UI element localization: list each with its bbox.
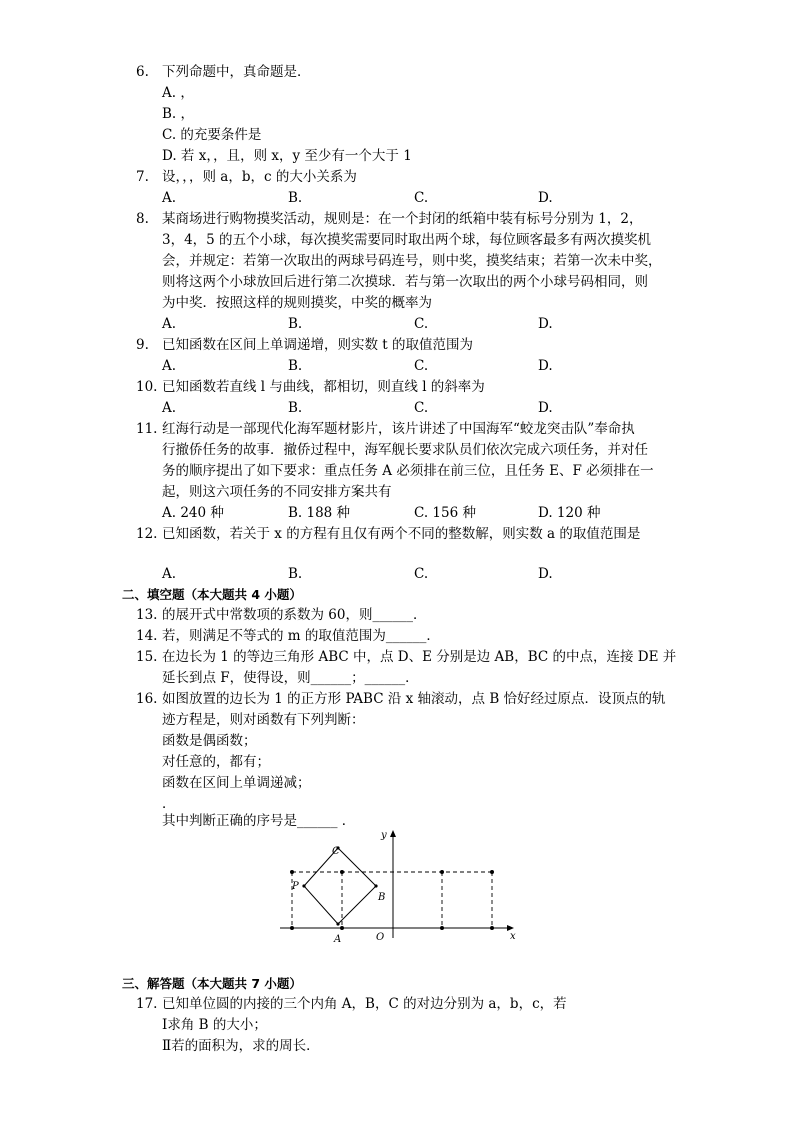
judgement-item: ． — [162, 796, 176, 812]
question-text: 会，并规定：若第一次取出的两球号码连号，则中奖，摸奖结束；若第一次未中奖， — [162, 253, 662, 269]
option-d[interactable]: D. 若 x，，且，则 x，y 至少有一个大于 1 — [162, 148, 412, 164]
question-text: 迹方程是，则对函数有下列判断： — [162, 712, 365, 728]
option-a[interactable]: A. — [162, 358, 177, 374]
option-d[interactable]: D. — [538, 400, 553, 416]
judgement-item: 函数在区间上单调递减； — [162, 775, 311, 791]
question-text: 下列命题中，真命题是． — [162, 64, 311, 80]
option-d[interactable]: D. — [538, 566, 553, 582]
question-text: 行撤侨任务的故事．撤侨过程中，海军舰长要求队员们依次完成六项任务，并对任 — [162, 442, 648, 458]
sub-question: Ⅰ求角 B 的大小； — [162, 1017, 267, 1033]
option-a[interactable]: A. — [162, 400, 177, 416]
question-number: 6. — [136, 64, 149, 80]
option-c[interactable]: C. 156 种 — [414, 505, 476, 521]
section-heading: 二、填空题（本大题共 4 小题） — [122, 587, 302, 602]
option-d[interactable]: D. — [538, 358, 553, 374]
sub-question: Ⅱ若的面积为，求的周长． — [162, 1038, 320, 1054]
option-c[interactable]: C. — [414, 400, 429, 416]
x-axis-label: x — [510, 931, 516, 942]
point-b-label: B — [378, 892, 386, 903]
origin-label: O — [376, 932, 385, 943]
question-number: 12. — [136, 526, 158, 542]
question-text: 某商场进行购物摸奖活动，规则是：在一个封闭的纸箱中装有标号分别为 1，2， — [162, 211, 643, 227]
option-c[interactable]: C. — [414, 566, 429, 582]
question-text: 的展开式中常数项的系数为 60，则______． — [162, 607, 427, 623]
question-text: 3，4，5 的五个小球，每次摸奖需要同时取出两个球，每位顾客最多有两次摸奖机 — [162, 232, 652, 248]
question-number: 10. — [136, 379, 158, 395]
option-b[interactable]: B. — [288, 190, 303, 206]
point-p-label: P — [292, 881, 299, 892]
question-number: 9. — [136, 337, 149, 353]
question-text: 务的顺序提出了如下要求：重点任务 A 必须排在前三位，且任务 E、F 必须排在一 — [162, 463, 654, 479]
question-text: 已知函数，若关于 x 的方程有且仅有两个不同的整数解，则实数 a 的取值范围是 — [162, 526, 641, 542]
judgement-item: 对任意的，都有； — [162, 754, 270, 770]
question-number: 7. — [136, 169, 149, 185]
option-b[interactable]: B. 188 种 — [288, 505, 351, 521]
y-axis-label: y — [381, 830, 387, 841]
option-d[interactable]: D. — [538, 316, 553, 332]
option-c[interactable]: C. — [414, 316, 429, 332]
point-a-label: A — [334, 934, 342, 945]
question-number: 14. — [136, 628, 158, 644]
option-a[interactable]: A. 240 种 — [162, 505, 224, 521]
question-number: 15. — [136, 649, 158, 665]
question-text: 则将这两个小球放回后进行第二次摸球．若与第一次取出的两个小球号码相同，则 — [162, 274, 648, 290]
question-number: 16. — [136, 691, 158, 707]
option-c[interactable]: C. 的充要条件是 — [162, 127, 262, 143]
question-text: 起，则这六项任务的不同安排方案共有 — [162, 484, 392, 500]
option-c[interactable]: C. — [414, 358, 429, 374]
judgement-item: 函数是偶函数； — [162, 733, 257, 749]
option-d[interactable]: D. — [538, 190, 553, 206]
option-d[interactable]: D. 120 种 — [538, 505, 601, 521]
option-a[interactable]: A. ， — [162, 85, 194, 101]
option-b[interactable]: B. — [288, 400, 303, 416]
option-b[interactable]: B. ， — [162, 106, 195, 122]
question-number: 17. — [136, 996, 158, 1012]
question-text: 已知函数在区间上单调递增，则实数 t 的取值范围为 — [162, 337, 474, 353]
option-c[interactable]: C. — [414, 190, 429, 206]
question-number: 8. — [136, 211, 149, 227]
question-text: 如图放置的边长为 1 的正方形 PABC 沿 x 轴滚动，点 B 恰好经过原点．设顶点的轨 — [162, 691, 666, 707]
option-b[interactable]: B. — [288, 316, 303, 332]
question-text: 其中判断正确的序号是______ ． — [162, 813, 356, 829]
question-text: 为中奖．按照这样的规则摸奖，中奖的概率为 — [162, 295, 432, 311]
option-a[interactable]: A. — [162, 190, 177, 206]
question-text: 已知函数若直线 l 与曲线，都相切，则直线 l 的斜率为 — [162, 379, 485, 395]
question-text: 延长到点 F，使得设，则______；______． — [162, 670, 419, 686]
question-text: 在边长为 1 的等边三角形 ABC 中，点 D、E 分别是边 AB，BC 的中点，连接 DE 并 — [162, 649, 677, 665]
option-b[interactable]: B. — [288, 358, 303, 374]
question-number: 11. — [136, 421, 158, 437]
question-text: 已知单位圆的内接的三个内角 A，B，C 的对边分别为 a，b，c，若 — [162, 996, 567, 1012]
point-c-label: C — [332, 846, 340, 857]
question-text: 设，，，则 a，b，c 的大小关系为 — [162, 169, 357, 185]
option-b[interactable]: B. — [288, 566, 303, 582]
section-heading: 三、解答题（本大题共 7 小题） — [122, 976, 302, 991]
rolling-square-figure — [270, 826, 530, 948]
question-text: 红海行动是一部现代化海军题材影片，该片讲述了中国海军“蛟龙突击队”奉命执 — [162, 421, 635, 437]
question-text: 若，则满足不等式的 m 的取值范围为______． — [162, 628, 440, 644]
option-a[interactable]: A. — [162, 566, 177, 582]
option-a[interactable]: A. — [162, 316, 177, 332]
question-number: 13. — [136, 607, 158, 623]
